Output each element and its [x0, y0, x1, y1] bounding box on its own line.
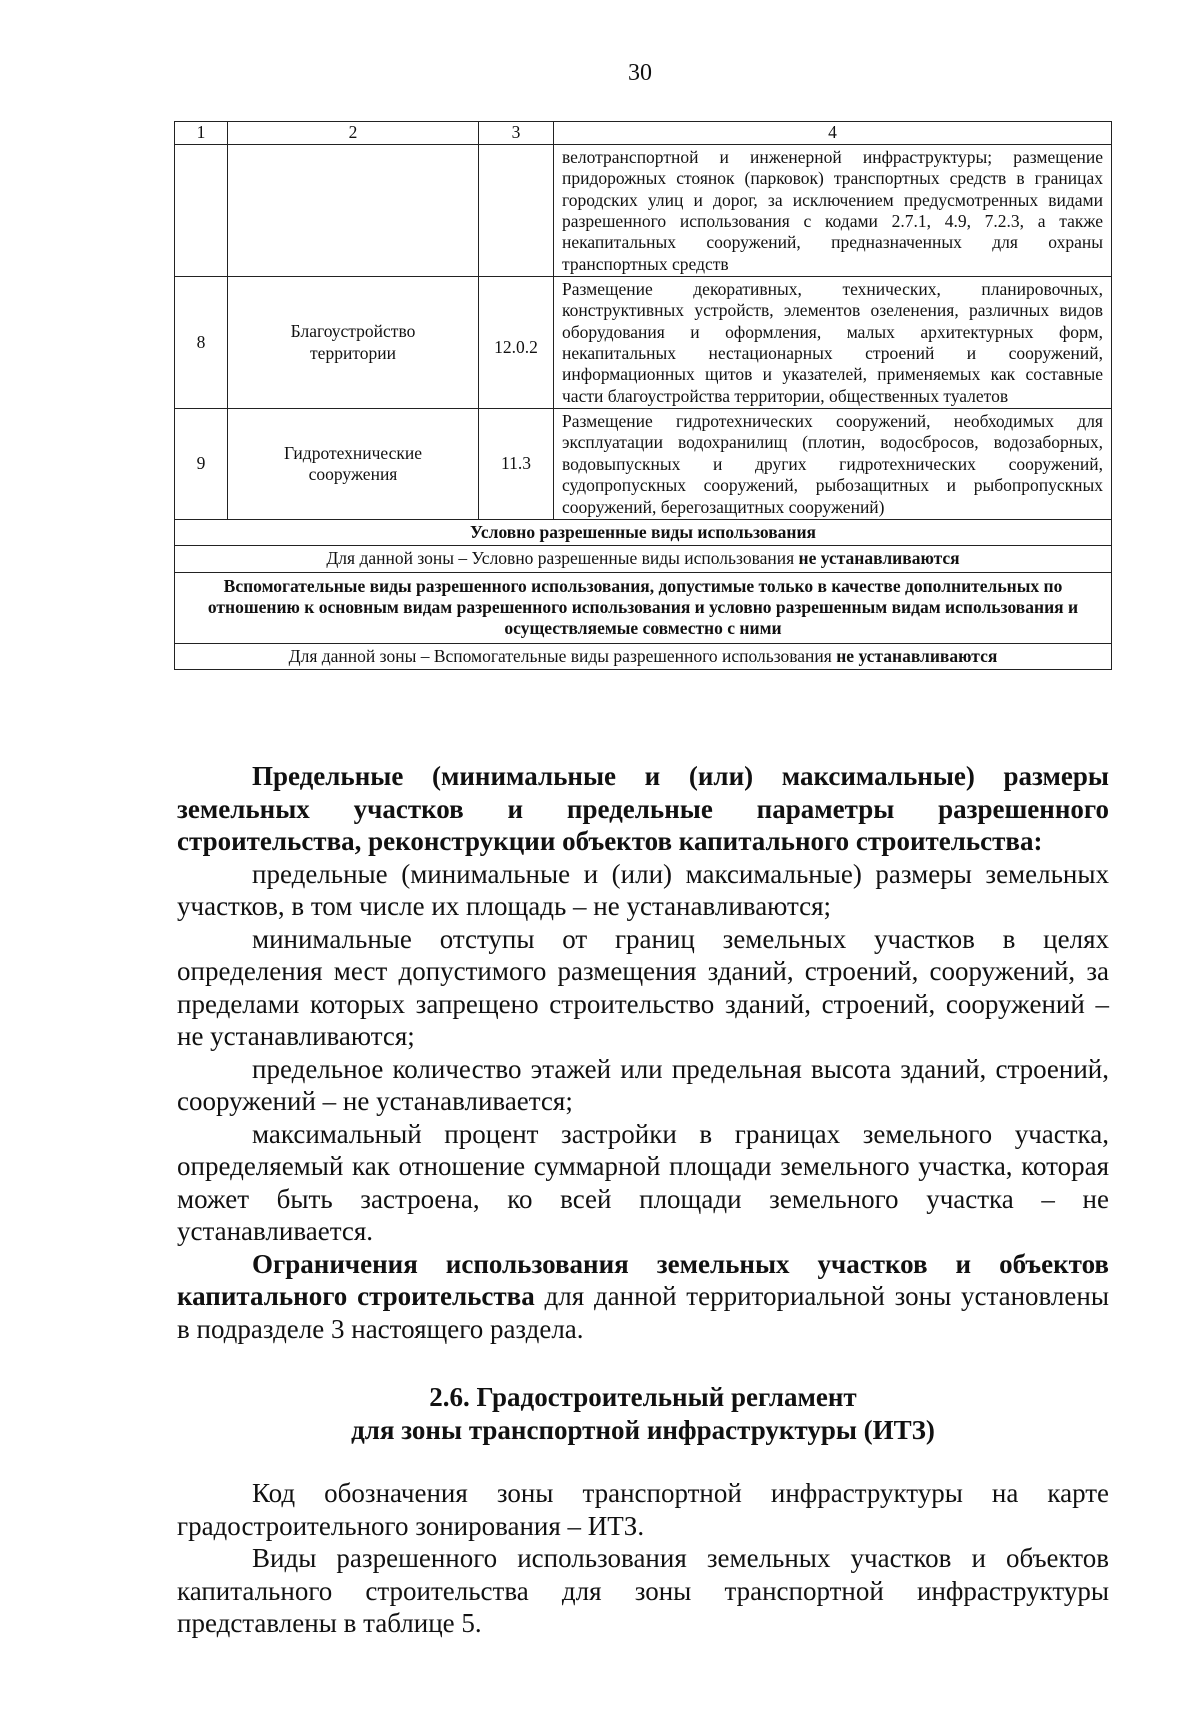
limits-heading: Предельные (минимальные и (или) максимальные) размеры земельных участков и предельные параметры разрешенного строительства, реконструкции объектов капитального строительства: — [177, 761, 1109, 856]
section-title-line-2: для зоны транспортной инфраструктуры (ИТЗ) — [351, 1415, 935, 1445]
table-header-row — [175, 122, 1112, 145]
row-description: Размещение гидротехнических сооружений, необходимых для эксплуатации водохранилищ (плотин, водосбросов, водозаборных, водовыпускных и других гидротехнических сооружений, судопропускных сооружений, рыбозащитных и рыбопропускных сооружений, берегозащитных сооружений) — [554, 409, 1112, 520]
table-row — [175, 277, 1112, 409]
restrictions-paragraph — [177, 1248, 1109, 1346]
section-title-line-1: 2.6. Градостроительный регламент — [429, 1382, 857, 1412]
limits-item: предельное количество этажей или предельная высота зданий, строений, сооружений – не устанавливается; — [177, 1053, 1109, 1116]
restrictions-bold: Ограничения использования земельных участков и объектов капитального строительства — [177, 1248, 1109, 1311]
restrictions-rest: для данной территориальной зоны установлены в подразделе 3 настоящего раздела. — [177, 1281, 1109, 1344]
permitted-uses-table — [174, 121, 1112, 670]
row-number: 9 — [175, 409, 228, 520]
table-row — [175, 409, 1112, 520]
header-col-3: 3 — [479, 122, 554, 145]
auxiliary-note-bold: не устанавливаются — [836, 645, 998, 666]
permitted-uses-paragraph: Виды разрешенного использования земельных участков и объектов капитального строительства для зоны транспортной инфраструктуры представлены в таблице 5. — [177, 1543, 1109, 1638]
section-2-6 — [177, 1381, 1109, 1640]
row-code — [479, 145, 554, 277]
limits-item: предельные (минимальные и (или) максимальные) размеры земельных участков, в том числе их площадь – не устанавливаются; — [177, 858, 1109, 921]
page-number: 30 — [628, 60, 652, 86]
conditional-uses-note — [175, 546, 1112, 572]
auxiliary-note-row — [175, 643, 1112, 669]
row-name: Благоустройство территории — [228, 277, 479, 409]
row-number — [175, 145, 228, 277]
table-row — [175, 145, 1112, 277]
limits-section — [177, 760, 1109, 1345]
row-name — [228, 145, 479, 277]
row-number: 8 — [175, 277, 228, 409]
conditional-note-text: Для данной зоны – Условно разрешенные виды использования — [326, 548, 799, 569]
row-code: 12.0.2 — [479, 277, 554, 409]
auxiliary-uses-note — [175, 643, 1112, 669]
limits-item: максимальный процент застройки в границах земельного участка, определяемый как отношение суммарной площади земельного участка, которая может быть застроена, ко всей площади земельного участка – не устанавливается. — [177, 1118, 1109, 1246]
header-col-1: 1 — [175, 122, 228, 145]
header-col-2: 2 — [228, 122, 479, 145]
header-col-4: 4 — [554, 122, 1112, 145]
row-name: Гидротехнические сооружения — [228, 409, 479, 520]
auxiliary-note-text: Для данной зоны – Вспомогательные виды разрешенного использования — [288, 645, 837, 666]
zone-code-paragraph: Код обозначения зоны транспортной инфраструктуры на карте градостроительного зонирования – ИТЗ. — [177, 1478, 1109, 1541]
auxiliary-uses-title: Вспомогательные виды разрешенного использования, допустимые только в качестве дополнительных по отношению к основным видам разрешенного использования и условно разрешенным видам использования и осуществляемые совместно с ними — [175, 572, 1112, 643]
row-description: велотранспортной и инженерной инфраструктуры; размещение придорожных стоянок (парковок) транспортных средств в границах городских улиц и дорог, за исключением предусмотренных видами разрешенного использования с кодами 2.7.1, 4.9, 7.2.3, а также некапитальных сооружений, предназначенных для охраны транспортных средств — [554, 145, 1112, 277]
row-description: Размещение декоративных, технических, планировочных, конструктивных устройств, элементов озеленения, различных видов оборудования и оформления, малых архитектурных форм, некапитальных нестационарных строений и сооружений, информационных щитов и указателей, применяемых как составные части благоустройства территории, общественных туалетов — [554, 277, 1112, 409]
row-code: 11.3 — [479, 409, 554, 520]
auxiliary-title-row — [175, 572, 1112, 643]
limits-item: минимальные отступы от границ земельных участков в целях определения мест допустимого размещения зданий, строений, сооружений, за пределами которых запрещено строительство зданий, строений, сооружений – не устанавливаются; — [177, 923, 1109, 1051]
conditional-note-bold: не устанавливаются — [798, 548, 960, 569]
conditional-title-row — [175, 519, 1112, 545]
conditional-uses-title: Условно разрешенные виды использования — [175, 519, 1112, 545]
conditional-note-row — [175, 546, 1112, 572]
